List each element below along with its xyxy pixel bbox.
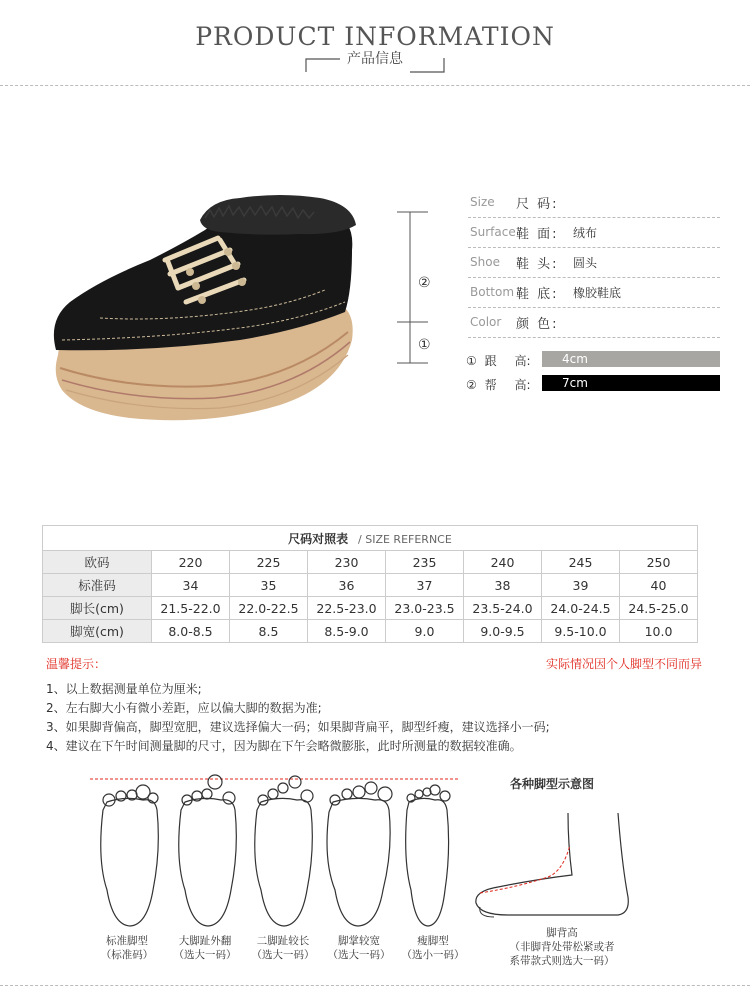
foot-types-diagram bbox=[85, 770, 465, 935]
foot-types-title: 各种脚型示意图 bbox=[510, 777, 595, 791]
table-cell: 245 bbox=[542, 551, 620, 574]
spec-value: 圆头 bbox=[573, 256, 598, 270]
heel-height-row bbox=[466, 352, 530, 369]
spec-label-en: Shoe bbox=[470, 255, 500, 269]
warm-tip-note: 实际情况因个人脚型不同而异 bbox=[545, 657, 702, 671]
shoe-image bbox=[40, 190, 370, 430]
table-row bbox=[43, 620, 698, 643]
spec-row-size bbox=[468, 187, 720, 218]
row-header: 脚宽(cm) bbox=[43, 620, 152, 643]
note-2: 2、左右脚大小有微小差距，应以偏大脚的数据为准; bbox=[46, 701, 322, 715]
spec-label-en: Bottom bbox=[470, 285, 515, 299]
heel-height-mark: ① bbox=[466, 354, 477, 368]
spec-label-en: Size bbox=[470, 195, 495, 209]
page-title-en: PRODUCT INFORMATION bbox=[195, 22, 555, 51]
table-row bbox=[43, 597, 698, 620]
upper-height-label2: 高: bbox=[514, 378, 531, 392]
instep-diagram bbox=[468, 805, 648, 925]
spec-row-color bbox=[468, 307, 720, 338]
foot-type-bunion bbox=[168, 934, 242, 962]
foot-type-name: 二脚趾较长 bbox=[256, 935, 310, 947]
table-cell: 9.5-10.0 bbox=[542, 620, 620, 643]
table-cell: 36 bbox=[308, 574, 386, 597]
divider bbox=[0, 85, 750, 86]
upper-height-marker: ② bbox=[418, 275, 431, 291]
row-header: 欧码 bbox=[43, 551, 152, 574]
foot-type-hint: （选小一码） bbox=[401, 949, 465, 961]
table-cell: 21.5-22.0 bbox=[152, 597, 230, 620]
table-cell: 240 bbox=[464, 551, 542, 574]
table-cell: 23.5-24.0 bbox=[464, 597, 542, 620]
table-cell: 8.0-8.5 bbox=[152, 620, 230, 643]
upper-height-label: 帮 bbox=[484, 378, 497, 392]
heel-height-marker: ① bbox=[418, 337, 431, 353]
spec-row-toe bbox=[468, 247, 720, 278]
upper-height-mark: ② bbox=[466, 378, 477, 392]
spec-label-cn: 鞋 底: bbox=[516, 287, 559, 302]
row-header: 脚长(cm) bbox=[43, 597, 152, 620]
table-cell: 39 bbox=[542, 574, 620, 597]
divider bbox=[0, 985, 750, 986]
spec-label-en: Color bbox=[470, 315, 502, 329]
table-cell: 40 bbox=[620, 574, 698, 597]
spec-label-cn: 鞋 面: bbox=[516, 227, 559, 242]
table-cell: 10.0 bbox=[620, 620, 698, 643]
size-table bbox=[42, 525, 698, 643]
instep-label bbox=[488, 926, 636, 968]
note-4: 4、建议在下午时间测量脚的尺寸，因为脚在下午会略微膨胀，此时所测量的数据较准确。 bbox=[46, 739, 522, 753]
foot-type-long-second-toe bbox=[246, 934, 320, 962]
spec-label-cn: 颜 色: bbox=[516, 317, 559, 332]
table-cell: 38 bbox=[464, 574, 542, 597]
table-cell: 220 bbox=[152, 551, 230, 574]
table-cell: 34 bbox=[152, 574, 230, 597]
page-title-cn: 产品信息 bbox=[347, 51, 403, 67]
instep-name: 脚背高 bbox=[546, 927, 578, 939]
foot-type-standard bbox=[92, 934, 162, 962]
foot-type-hint: （标准码） bbox=[100, 949, 154, 961]
spec-row-surface bbox=[468, 217, 720, 248]
foot-type-slim bbox=[396, 934, 470, 962]
table-cell: 22.5-23.0 bbox=[308, 597, 386, 620]
upper-height-bar: 7cm bbox=[542, 375, 720, 391]
spec-label-cn: 尺 码: bbox=[516, 197, 559, 212]
foot-type-name: 标准脚型 bbox=[106, 935, 148, 947]
table-cell: 23.0-23.5 bbox=[386, 597, 464, 620]
table-cell: 225 bbox=[230, 551, 308, 574]
foot-type-name: 脚掌较宽 bbox=[338, 935, 380, 947]
table-cell: 8.5 bbox=[230, 620, 308, 643]
upper-height-row bbox=[466, 376, 530, 393]
table-cell: 9.0 bbox=[386, 620, 464, 643]
table-cell: 24.0-24.5 bbox=[542, 597, 620, 620]
table-cell: 37 bbox=[386, 574, 464, 597]
note-3: 3、如果脚背偏高，脚型宽肥，建议选择偏大一码；如果脚背扁平，脚型纤瘦，建议选择小一码; bbox=[46, 720, 550, 734]
foot-type-name: 大脚趾外翻 bbox=[178, 935, 232, 947]
table-cell: 24.5-25.0 bbox=[620, 597, 698, 620]
size-table-subtitle: / SIZE REFERNCE bbox=[358, 532, 452, 546]
foot-type-wide bbox=[322, 934, 396, 962]
spec-value: 橡胶鞋底 bbox=[573, 286, 622, 300]
row-header: 标准码 bbox=[43, 574, 152, 597]
heel-height-label: 跟 bbox=[484, 354, 497, 368]
table-cell: 22.0-22.5 bbox=[230, 597, 308, 620]
spec-label-cn: 鞋 头: bbox=[516, 257, 559, 272]
table-cell: 9.0-9.5 bbox=[464, 620, 542, 643]
table-cell: 8.5-9.0 bbox=[308, 620, 386, 643]
instep-hint-1: （非脚背处带松紧或者 bbox=[509, 941, 615, 953]
foot-type-hint: （选大一码） bbox=[173, 949, 237, 961]
instep-hint-2: 系带款式则选大一码） bbox=[509, 955, 615, 967]
table-row bbox=[43, 551, 698, 574]
warm-tip-heading: 温馨提示： bbox=[46, 657, 107, 671]
spec-label-en: Surface bbox=[470, 225, 516, 239]
table-cell: 35 bbox=[230, 574, 308, 597]
size-table-caption bbox=[43, 526, 698, 551]
table-cell: 230 bbox=[308, 551, 386, 574]
foot-type-name: 瘦脚型 bbox=[417, 935, 449, 947]
foot-type-hint: （选大一码） bbox=[251, 949, 315, 961]
table-row bbox=[43, 574, 698, 597]
spec-row-sole bbox=[468, 277, 720, 308]
heel-height-bar: 4cm bbox=[542, 351, 720, 367]
table-cell: 250 bbox=[620, 551, 698, 574]
heel-height-label2: 高: bbox=[514, 354, 531, 368]
size-table-title: 尺码对照表 bbox=[288, 531, 349, 546]
foot-type-hint: （选大一码） bbox=[327, 949, 391, 961]
table-cell: 235 bbox=[386, 551, 464, 574]
note-1: 1、以上数据测量单位为厘米; bbox=[46, 682, 202, 696]
spec-value: 绒布 bbox=[573, 226, 598, 240]
